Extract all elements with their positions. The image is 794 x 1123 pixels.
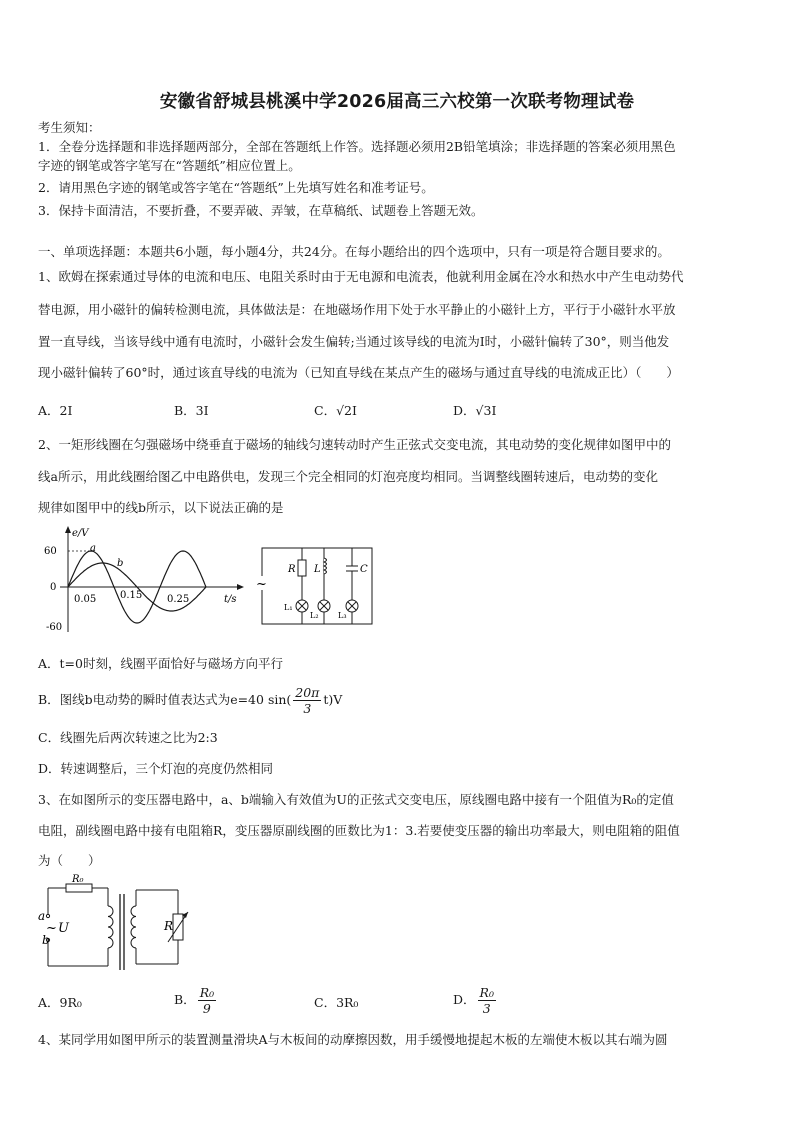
q1-line-1: 1、欧姆在探索通过导体的电流和电压、电阻关系时由于无电源和电流表，他就利用金属在冷水和热水中产生电动势代: [38, 269, 684, 284]
q4-line-1: 4、某同学用如图甲所示的装置测量滑块A与木板间的动摩擦因数，用手缓慢地提起木板的左端使木板以其右端为圆: [38, 1032, 668, 1047]
q3-transformer-figure: [36, 874, 196, 972]
q3-option-b-denominator: 9: [202, 1001, 211, 1016]
x-tick-025: 0.25: [167, 594, 190, 605]
q1-line-2: 替电源，用小磁针的偏转检测电流，具体做法是：在地磁场作用下处于水平静止的小磁针上方，平行于小磁针水平放: [38, 302, 676, 317]
primary-coil: [108, 906, 113, 948]
q3-line-1: 3、在如图所示的变压器电路中，a、b端输入有效值为U的正弦式交变电压，原线圈电路中接有一个阻值为R₀的定值: [38, 792, 674, 807]
y-axis-arrow: [65, 526, 71, 533]
q1-line-4: 现小磁针偏转了60°时，通过该直导线的电流为（已知直导线在某点产生的磁场与通过直导线的电流成正比）（ ）: [38, 365, 679, 380]
q2-line-2: 线a所示，用此线圈给图乙中电路供电，发现三个完全相同的灯泡亮度均相同。当调整线圈转速后，电动势的变化: [38, 469, 658, 484]
q3-option-d-numerator: R₀: [479, 985, 494, 1000]
curve-a-label: a: [90, 543, 96, 554]
lamp-label-1: L₁: [284, 603, 293, 612]
resistor-r: [298, 560, 306, 576]
q2-option-b-text: B．图线b电动势的瞬时值表达式为e=40 sin(: [38, 692, 292, 707]
lamp-label-3: L₃: [338, 611, 347, 620]
q2-graph-figure: [40, 524, 250, 636]
notice-item-1: 1．全卷分选择题和非选择题两部分，全部在答题纸上作答。选择题必须用2B铅笔填涂；非选择题的答案必须用黑色: [38, 139, 676, 154]
x-tick-005: 0.05: [74, 594, 97, 605]
lamp-2: [318, 600, 330, 612]
notice-item-1-cont: 字迹的钢笔或答字笔写在“答题纸”相应位置上。: [38, 158, 301, 173]
graph-ylabel: e/V: [72, 528, 89, 539]
graph-xlabel: t/s: [224, 594, 237, 605]
q3-option-b-numerator: R₀: [199, 985, 215, 1000]
label-c: C: [360, 564, 368, 575]
q2-circuit-figure: [252, 542, 376, 626]
q3-option-d-fraction: [478, 985, 496, 1016]
q2-line-3: 规律如图甲中的线b所示，以下说法正确的是: [38, 500, 284, 515]
y-tick-60: 60: [44, 546, 57, 557]
lamp-1: [296, 600, 308, 612]
q2-option-b-fraction: [293, 685, 321, 716]
label-r: R: [164, 919, 174, 933]
notice-heading: 考生须知：: [38, 120, 101, 135]
q3-option-d-label: D．: [453, 992, 476, 1007]
y-tick-0: 0: [50, 582, 57, 593]
label-r0: R₀: [72, 874, 84, 885]
lamp-label-2: L₂: [310, 611, 319, 620]
q3-line-3: 为（ ）: [38, 853, 101, 868]
q2-option-b-numerator: 20π: [295, 685, 320, 700]
q3-option-c: C．3R₀: [314, 995, 359, 1010]
q2-option-c: C．线圈先后两次转速之比为2:3: [38, 730, 218, 745]
inductor-l: [324, 558, 327, 574]
q3-option-b-label: B．: [174, 992, 196, 1007]
curve-b-label: b: [117, 558, 124, 569]
q3-option-b-fraction: [198, 985, 216, 1016]
secondary-coil: [131, 906, 136, 948]
q1-option-c: C．√2I: [314, 403, 357, 418]
label-a: a: [38, 909, 46, 923]
notice-item-3: 3．保持卡面清洁，不要折叠，不要弄破、弄皱，在草稿纸、试题卷上答题无效。: [38, 203, 484, 218]
tilde: ~: [46, 921, 57, 936]
q2-option-b-denominator: 3: [303, 701, 312, 716]
q3-option-d: [453, 982, 498, 1018]
y-tick-neg60: -60: [46, 622, 63, 633]
q3-line-2: 电阻，副线圈电路中接有电阻箱R，变压器原副线圈的匝数比为1：3.若要使变压器的输出功率最大，则电阻箱的阻值: [38, 823, 680, 838]
notice-item-2: 2．请用黑色字迹的钢笔或答字笔在“答题纸”上先填写姓名和准考证号。: [38, 180, 434, 195]
section-heading: 一、单项选择题：本题共6小题，每小题4分，共24分。在每小题给出的四个选项中，只有一项是符合题目要求的。: [38, 244, 670, 259]
q1-line-3: 置一直导线，当该导线中通有电流时，小磁针会发生偏转;当通过该导线的电流为I时，小磁针偏转了30°，则当他发: [38, 334, 670, 349]
cap-gap: [346, 566, 358, 571]
q2-option-a: A．t=0时刻，线圈平面恰好与磁场方向平行: [38, 656, 283, 671]
q2-option-b-tail: t)V: [323, 692, 343, 707]
q3-option-d-denominator: 3: [482, 1001, 491, 1016]
label-u: U: [58, 921, 69, 936]
q1-option-b: B．3I: [174, 403, 209, 418]
q1-option-d: D．√3I: [453, 403, 497, 418]
q1-option-a: A．2I: [38, 403, 73, 418]
page-title: 安徽省舒城县桃溪中学2026届高三六校第一次联考物理试卷: [159, 92, 635, 112]
x-tick-015: 0.15: [120, 590, 143, 601]
x-axis-arrow: [237, 584, 244, 590]
q3-option-b: [174, 982, 218, 1018]
lamp-3: [346, 600, 358, 612]
resistor-r0: [66, 884, 92, 892]
terminal-a: [46, 914, 49, 917]
ac-source: ~: [256, 577, 267, 592]
q2-line-1: 2、一矩形线圈在匀强磁场中绕垂直于磁场的轴线匀速转动时产生正弦式交变电流，其电动势的变化规律如图甲中的: [38, 437, 671, 452]
q3-option-a: A．9R₀: [38, 995, 82, 1010]
label-l: L: [314, 564, 321, 575]
q2-option-b: [38, 680, 342, 720]
label-r: R: [288, 564, 296, 575]
label-b: b: [42, 933, 50, 947]
q2-option-d: D．转速调整后，三个灯泡的亮度仍然相同: [38, 761, 274, 776]
